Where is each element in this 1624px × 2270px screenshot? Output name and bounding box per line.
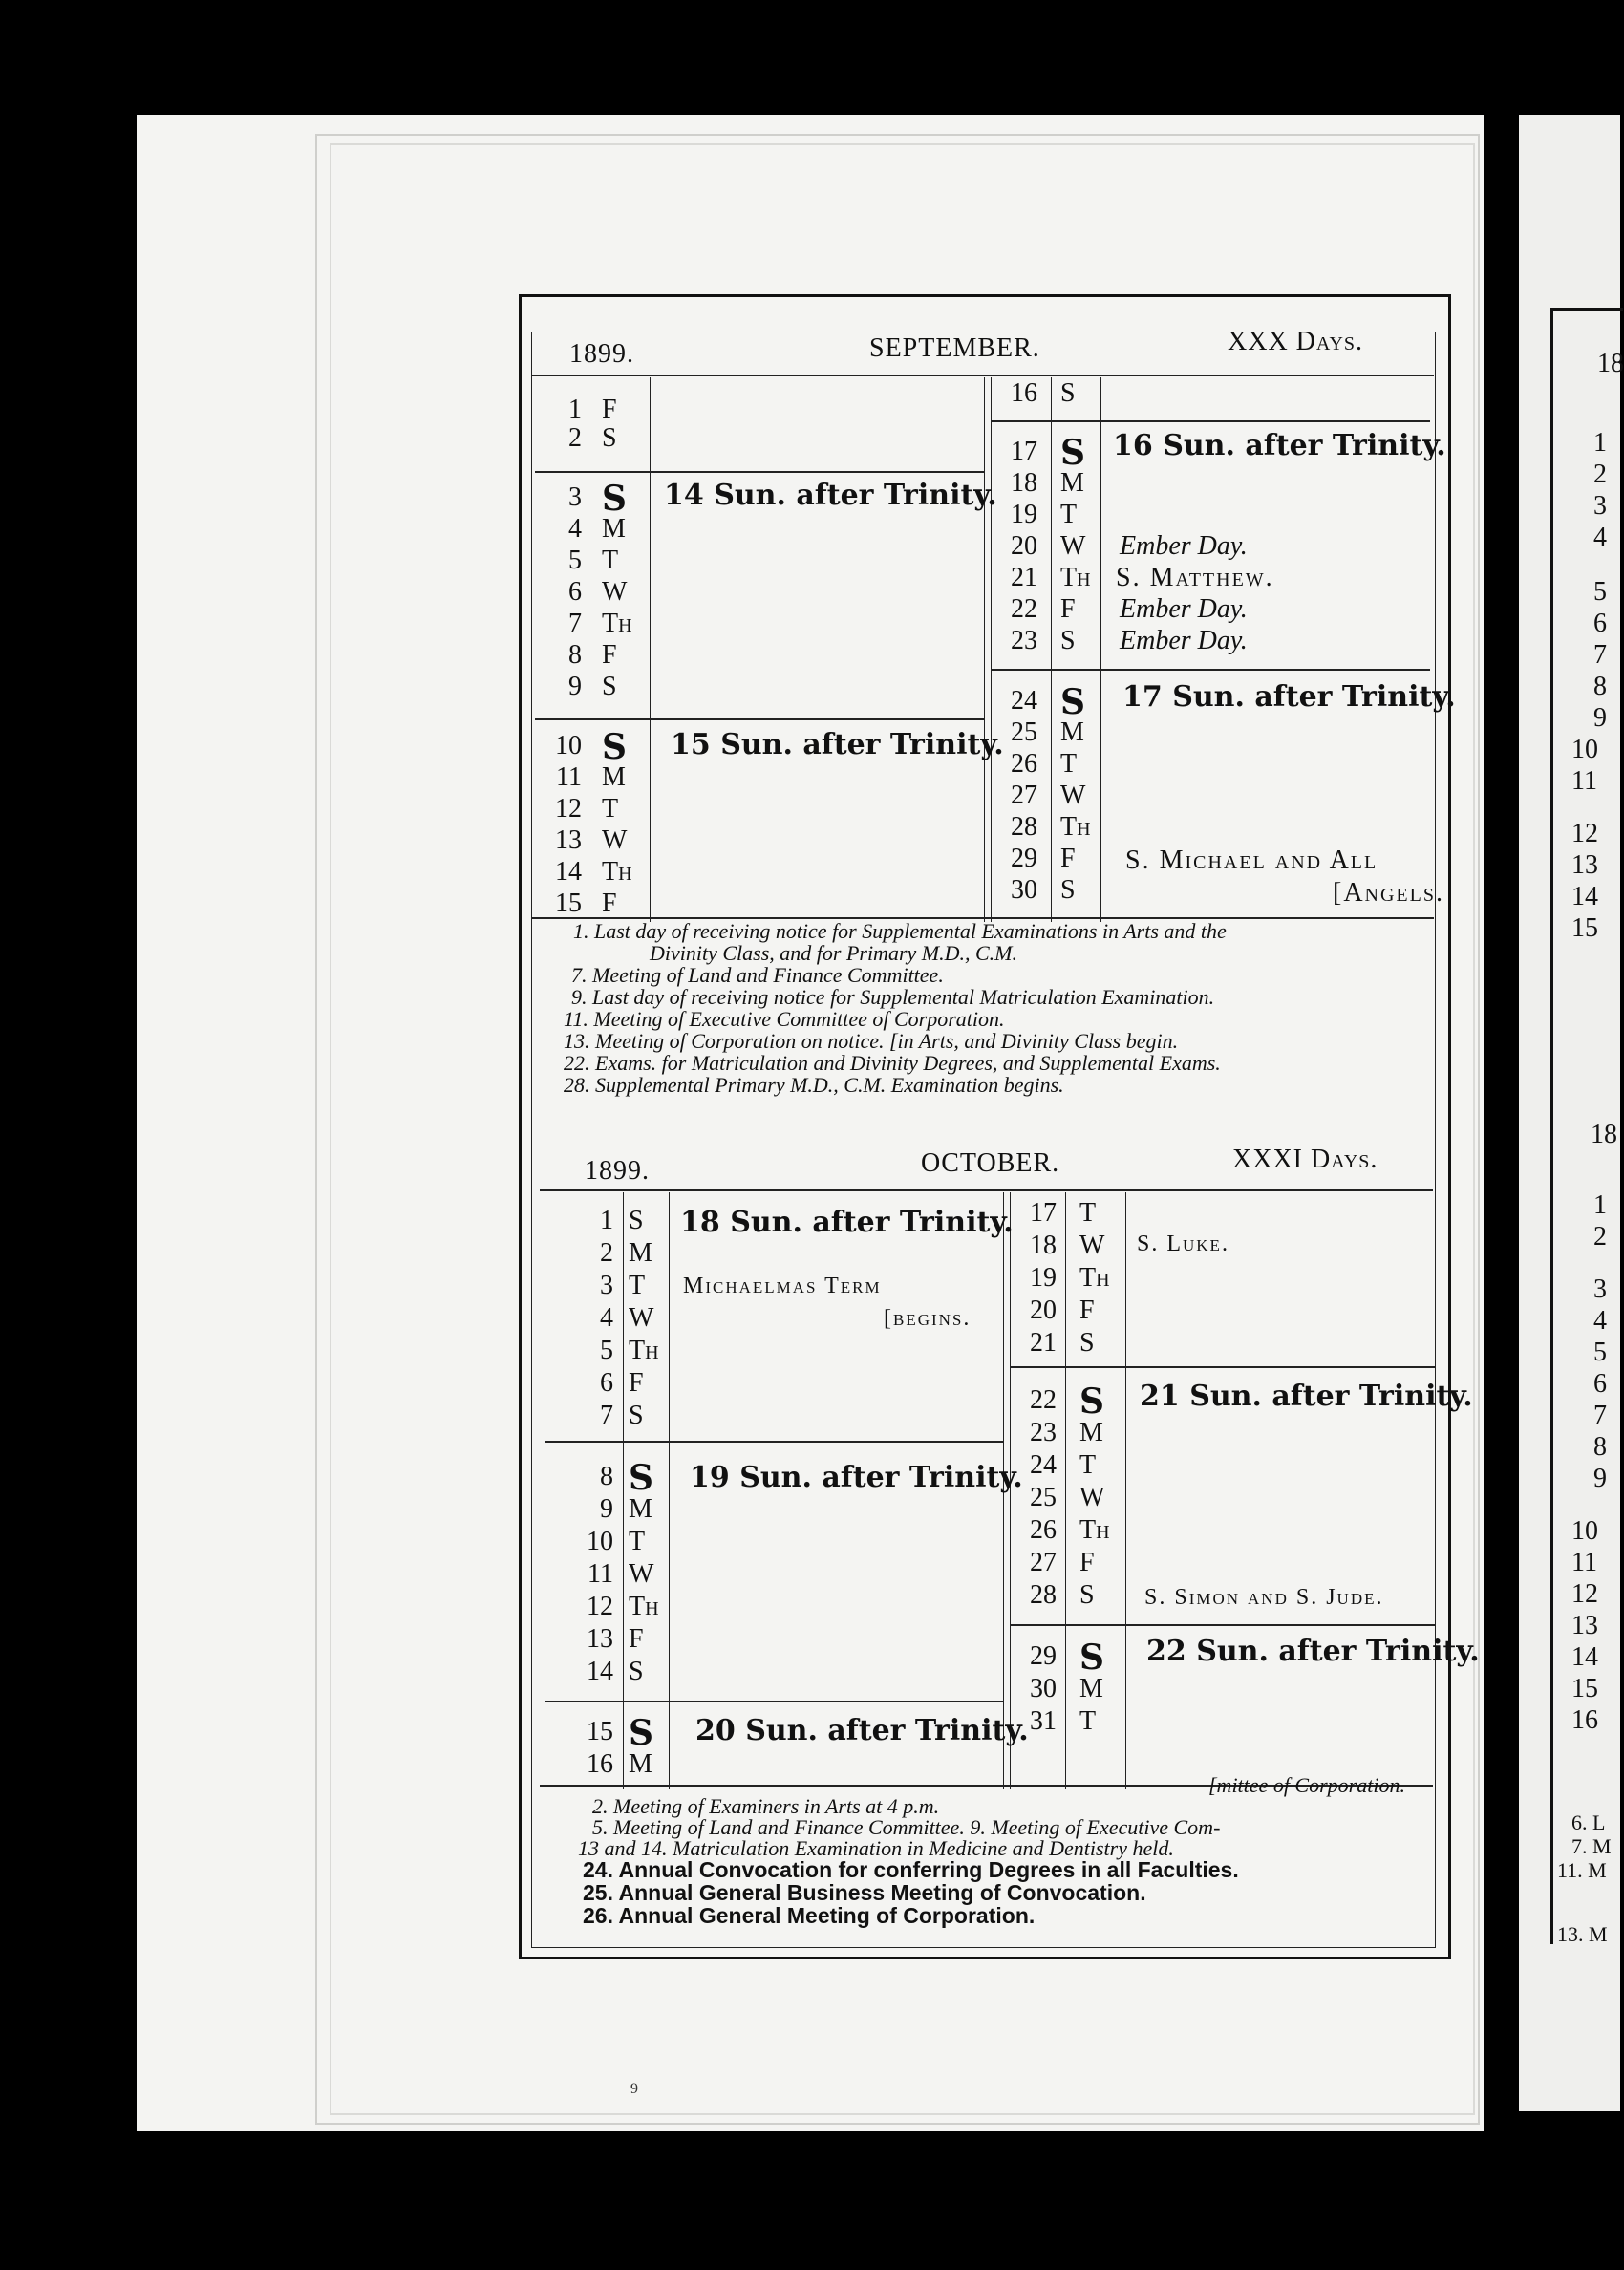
sep-note-4: 11. Meeting of Executive Committee of Corporation. <box>564 1007 1005 1031</box>
sep-event-sun14: 14 Sun. after Trinity. <box>664 479 997 512</box>
right-page-number-bottom: 14 <box>1571 1642 1598 1672</box>
sep-week-rule <box>535 718 984 720</box>
oct-left-weekday: W <box>629 1303 654 1333</box>
sep-left-sunday-mark: S <box>602 479 627 519</box>
september-days-label: XXX Days. <box>1228 327 1364 356</box>
sep-event-29a: S. Michael and All <box>1125 846 1378 875</box>
oct-event-sun19: 19 Sun. after Trinity. <box>690 1461 1023 1494</box>
right-page-note: 7. M <box>1571 1834 1612 1858</box>
oct-right-day-number: 23 <box>1030 1418 1057 1447</box>
oct-right-day-number: 28 <box>1030 1580 1057 1610</box>
page-mark: 9 <box>630 2081 638 2097</box>
oct-right-weekday: M <box>1079 1418 1103 1447</box>
oct-right-weekday: S <box>1079 1580 1095 1610</box>
oct-event-sun18: 18 Sun. after Trinity. <box>680 1206 1014 1239</box>
oct-left-sunday-mark: S <box>629 1713 653 1753</box>
right-page-number-bottom: 15 <box>1571 1674 1598 1703</box>
oct-left-weekday: Th <box>629 1592 659 1621</box>
sep-note-5: 13. Meeting of Corporation on notice. [in Arts, and Divinity Class begin. <box>564 1029 1179 1053</box>
sep-left-day-number: 15 <box>555 889 582 918</box>
right-page-number-bottom: 4 <box>1593 1306 1607 1336</box>
right-page-number-bottom: 5 <box>1593 1338 1607 1367</box>
oct-left-weekday: F <box>629 1624 644 1654</box>
oct-right-day-number: 24 <box>1030 1450 1057 1480</box>
sep-left-weekday: M <box>602 762 626 792</box>
right-page-number-bottom: 11 <box>1571 1548 1597 1577</box>
right-page-number-top: 11 <box>1571 766 1597 796</box>
oct-right-day-number: 26 <box>1030 1515 1057 1545</box>
right-page-number-top: 2 <box>1593 460 1607 489</box>
right-page-number-top: 12 <box>1571 819 1598 848</box>
sep-right-day-number: 16 <box>1011 378 1037 408</box>
sep-left-weekday: Th <box>602 609 632 638</box>
sep-right-day-number: 26 <box>1011 749 1037 779</box>
sep-right-weekday: S <box>1060 626 1076 655</box>
right-page-number-bottom: 12 <box>1571 1579 1598 1609</box>
sep-mid-rule <box>991 377 992 922</box>
october-days-label: XXXI Days. <box>1232 1145 1378 1174</box>
sep-right-weekday: T <box>1060 749 1078 779</box>
oct-left-weekday: M <box>629 1749 652 1779</box>
sep-left-day-number: 7 <box>568 609 582 638</box>
sep-right-weekday: Th <box>1060 812 1091 842</box>
sep-right-weekday: F <box>1060 594 1076 624</box>
sep-right-weekday: W <box>1060 531 1086 561</box>
right-page-note: 11. M <box>1557 1858 1607 1882</box>
oct-left-weekday: M <box>629 1238 652 1268</box>
oct-event-term-a: Michaelmas Term <box>683 1274 882 1298</box>
sep-right-weekday: S <box>1060 378 1076 408</box>
oct-left-day-number: 9 <box>600 1494 613 1524</box>
sep-col-rule <box>650 377 651 922</box>
sep-event-sun15: 15 Sun. after Trinity. <box>671 728 1004 761</box>
oct-event-term-b: [begins. <box>884 1306 972 1331</box>
sep-right-weekday: M <box>1060 717 1084 747</box>
oct-right-weekday: S <box>1079 1328 1095 1358</box>
oct-note-2: 5. Meeting of Land and Finance Committee. 9. Meeting of Executive Com- <box>592 1815 1221 1839</box>
right-page-number-top: 14 <box>1571 882 1598 911</box>
oct-bold-note-1: 25. Annual General Business Meeting of Convocation. <box>583 1880 1146 1905</box>
oct-left-day-number: 11 <box>588 1559 613 1589</box>
oct-week-rule <box>1010 1624 1435 1626</box>
right-page-number-top: 10 <box>1571 735 1598 764</box>
oct-event-18: S. Luke. <box>1137 1231 1229 1256</box>
oct-week-rule <box>1010 1366 1435 1368</box>
oct-left-sunday-mark: S <box>629 1458 653 1498</box>
oct-left-weekday: M <box>629 1494 652 1524</box>
oct-left-weekday: S <box>629 1657 644 1686</box>
right-page-number-bottom: 13 <box>1571 1611 1598 1640</box>
october-header-rule <box>540 1189 1433 1191</box>
oct-right-day-number: 22 <box>1030 1385 1057 1415</box>
sep-week-rule <box>991 669 1430 671</box>
right-page-number-bottom: 2 <box>1593 1222 1607 1252</box>
oct-right-day-number: 17 <box>1030 1198 1057 1228</box>
oct-left-day-number: 7 <box>600 1401 613 1430</box>
oct-note-1: 2. Meeting of Examiners in Arts at 4 p.m. <box>592 1794 940 1818</box>
right-page-number-top: 13 <box>1571 850 1598 880</box>
right-page-number-top: 8 <box>1593 672 1607 701</box>
right-page-number-top: 4 <box>1593 523 1607 552</box>
sep-left-day-number: 4 <box>568 514 582 544</box>
right-page-note: 13. M <box>1557 1922 1608 1946</box>
right-page-header-1: 18 <box>1597 349 1624 378</box>
sep-right-weekday: F <box>1060 844 1076 873</box>
oct-left-day-number: 15 <box>587 1717 613 1746</box>
sep-event-29b: [Angels. <box>1333 878 1444 908</box>
right-page-number-top: 15 <box>1571 913 1598 943</box>
oct-right-weekday: T <box>1079 1450 1097 1480</box>
right-page-number-bottom: 6 <box>1593 1369 1607 1399</box>
sep-left-day-number: 9 <box>568 672 582 701</box>
oct-right-day-number: 29 <box>1030 1641 1057 1671</box>
sep-col-rule <box>1100 377 1101 922</box>
right-page-number-top: 3 <box>1593 491 1607 521</box>
sep-left-weekday: S <box>602 672 617 701</box>
right-page-number-bottom: 7 <box>1593 1401 1607 1430</box>
oct-right-day-number: 21 <box>1030 1328 1057 1358</box>
sep-left-day-number: 13 <box>555 825 582 855</box>
september-month: SEPTEMBER. <box>869 333 1040 363</box>
oct-right-day-number: 27 <box>1030 1548 1057 1577</box>
oct-note-0: [mittee of Corporation. <box>1208 1773 1405 1797</box>
oct-left-weekday: S <box>629 1401 644 1430</box>
oct-left-day-number: 13 <box>587 1624 613 1654</box>
sep-right-weekday: W <box>1060 781 1086 810</box>
oct-right-sunday-mark: S <box>1079 1638 1104 1678</box>
oct-left-day-number: 10 <box>587 1527 613 1556</box>
oct-right-day-number: 31 <box>1030 1706 1057 1736</box>
sep-left-weekday: W <box>602 825 628 855</box>
oct-left-day-number: 16 <box>587 1749 613 1779</box>
oct-event-sun21: 21 Sun. after Trinity. <box>1140 1380 1473 1413</box>
sep-event-sun17: 17 Sun. after Trinity. <box>1122 680 1456 714</box>
oct-week-rule <box>545 1441 1003 1443</box>
right-page-header-2: 18 <box>1591 1120 1617 1149</box>
sep-left-day-number: 8 <box>568 640 582 670</box>
sep-left-day-number: 14 <box>555 857 582 887</box>
sep-event-23: Ember Day. <box>1120 626 1248 655</box>
sep-right-day-number: 29 <box>1011 844 1037 873</box>
oct-right-day-number: 30 <box>1030 1674 1057 1703</box>
sep-note-6: 22. Exams. for Matriculation and Divinity Degrees, and Supplemental Exams. <box>564 1051 1221 1075</box>
sep-left-day-number: 12 <box>555 794 582 824</box>
sep-event-sun16: 16 Sun. after Trinity. <box>1113 429 1446 462</box>
oct-left-day-number: 3 <box>600 1271 613 1300</box>
oct-right-weekday: W <box>1079 1231 1105 1260</box>
oct-right-weekday: W <box>1079 1483 1105 1512</box>
right-page-number-top: 7 <box>1593 640 1607 670</box>
oct-left-weekday: F <box>629 1368 644 1398</box>
sep-right-day-number: 21 <box>1011 563 1037 592</box>
sep-left-weekday: F <box>602 640 617 670</box>
oct-left-weekday: Th <box>629 1336 659 1365</box>
right-page-number-bottom: 9 <box>1593 1464 1607 1493</box>
sep-right-weekday: T <box>1060 500 1078 529</box>
sep-left-day-number: 3 <box>568 482 582 512</box>
oct-right-weekday: F <box>1079 1548 1095 1577</box>
oct-event-28: S. Simon and S. Jude. <box>1144 1585 1384 1610</box>
sep-right-day-number: 28 <box>1011 812 1037 842</box>
oct-left-day-number: 6 <box>600 1368 613 1398</box>
right-page-note: 6. L <box>1571 1810 1606 1834</box>
sep-note-2: 7. Meeting of Land and Finance Committee. <box>571 963 944 987</box>
sep-event-21: S. Matthew. <box>1116 563 1274 592</box>
september-header-rule <box>531 375 1434 376</box>
october-year: 1899. <box>585 1156 650 1186</box>
oct-right-weekday: T <box>1079 1706 1097 1736</box>
oct-right-day-number: 25 <box>1030 1483 1057 1512</box>
right-page-number-bottom: 10 <box>1571 1516 1598 1546</box>
sep-note-7: 28. Supplemental Primary M.D., C.M. Examination begins. <box>564 1073 1064 1097</box>
sep-right-day-number: 18 <box>1011 468 1037 498</box>
oct-right-weekday: Th <box>1079 1263 1110 1293</box>
oct-left-weekday: T <box>629 1271 646 1300</box>
oct-left-weekday: S <box>629 1206 644 1235</box>
oct-event-sun20: 20 Sun. after Trinity. <box>695 1714 1029 1747</box>
sep-left-weekday: Th <box>602 857 632 887</box>
oct-col-rule <box>1125 1192 1126 1789</box>
oct-left-day-number: 14 <box>587 1657 613 1686</box>
right-page-number-bottom: 1 <box>1593 1190 1607 1220</box>
sep-mid-rule <box>984 377 985 922</box>
oct-left-weekday: W <box>629 1559 654 1589</box>
sep-note-0: 1. Last day of receiving notice for Supplemental Examinations in Arts and the <box>573 919 1227 943</box>
oct-right-day-number: 19 <box>1030 1263 1057 1293</box>
oct-left-day-number: 1 <box>600 1206 613 1235</box>
sep-right-day-number: 25 <box>1011 717 1037 747</box>
sep-left-day-number: 6 <box>568 577 582 607</box>
oct-left-day-number: 8 <box>600 1462 613 1491</box>
sep-right-weekday: M <box>1060 468 1084 498</box>
sep-right-day-number: 17 <box>1011 437 1037 466</box>
right-page-number-top: 6 <box>1593 609 1607 638</box>
sep-left-day-number: 11 <box>556 762 582 792</box>
sep-event-20: Ember Day. <box>1120 531 1248 561</box>
sep-right-sunday-mark: S <box>1060 682 1085 722</box>
right-page-number-top: 9 <box>1593 703 1607 733</box>
sep-left-day-number: 1 <box>568 395 582 424</box>
sep-left-weekday: M <box>602 514 626 544</box>
oct-event-sun22: 22 Sun. after Trinity. <box>1146 1635 1480 1668</box>
oct-left-day-number: 2 <box>600 1238 613 1268</box>
oct-right-sunday-mark: S <box>1079 1381 1104 1422</box>
oct-bold-note-2: 26. Annual General Meeting of Corporation. <box>583 1903 1036 1928</box>
sep-week-rule <box>535 471 984 473</box>
sep-note-3: 9. Last day of receiving notice for Supplemental Matriculation Examination. <box>571 985 1215 1009</box>
sep-left-weekday: T <box>602 546 619 575</box>
oct-left-weekday: T <box>629 1527 646 1556</box>
september-year: 1899. <box>569 339 634 369</box>
sep-left-day-number: 2 <box>568 423 582 453</box>
right-page-number-bottom: 3 <box>1593 1274 1607 1304</box>
oct-right-weekday: M <box>1079 1674 1103 1703</box>
oct-bold-note-0: 24. Annual Convocation for conferring Degrees in all Faculties. <box>583 1857 1239 1882</box>
oct-right-weekday: Th <box>1079 1515 1110 1545</box>
oct-right-day-number: 18 <box>1030 1231 1057 1260</box>
sep-right-day-number: 27 <box>1011 781 1037 810</box>
october-month: OCTOBER. <box>921 1148 1060 1178</box>
sep-left-weekday: F <box>602 889 617 918</box>
sep-left-weekday: W <box>602 577 628 607</box>
sep-col-rule <box>1051 377 1052 922</box>
sep-right-day-number: 19 <box>1011 500 1037 529</box>
sep-left-weekday: T <box>602 794 619 824</box>
sep-left-weekday: S <box>602 423 617 453</box>
oct-left-day-number: 12 <box>587 1592 613 1621</box>
sep-left-day-number: 10 <box>555 731 582 760</box>
oct-left-day-number: 5 <box>600 1336 613 1365</box>
sep-left-weekday: F <box>602 395 617 424</box>
oct-left-day-number: 4 <box>600 1303 613 1333</box>
sep-right-weekday: S <box>1060 875 1076 905</box>
oct-col-rule <box>1065 1192 1066 1789</box>
right-page-number-bottom: 16 <box>1571 1705 1598 1735</box>
sep-left-sunday-mark: S <box>602 727 627 767</box>
sep-right-weekday: Th <box>1060 563 1091 592</box>
sep-right-day-number: 23 <box>1011 626 1037 655</box>
oct-right-weekday: F <box>1079 1296 1095 1325</box>
right-page-number-top: 1 <box>1593 428 1607 458</box>
oct-right-weekday: T <box>1079 1198 1097 1228</box>
sep-week-rule <box>991 420 1430 422</box>
sep-event-22: Ember Day. <box>1120 594 1248 624</box>
sep-left-day-number: 5 <box>568 546 582 575</box>
sep-note-1: Divinity Class, and for Primary M.D., C.M. <box>650 941 1017 965</box>
sep-right-sunday-mark: S <box>1060 433 1085 473</box>
sep-right-day-number: 20 <box>1011 531 1037 561</box>
right-page-number-top: 5 <box>1593 577 1607 607</box>
sep-right-day-number: 30 <box>1011 875 1037 905</box>
sep-right-day-number: 24 <box>1011 686 1037 716</box>
oct-note-3: 13 and 14. Matriculation Examination in Medicine and Dentistry held. <box>578 1836 1174 1860</box>
oct-right-day-number: 20 <box>1030 1296 1057 1325</box>
oct-week-rule <box>545 1701 1003 1702</box>
sep-right-day-number: 22 <box>1011 594 1037 624</box>
right-page-number-bottom: 8 <box>1593 1432 1607 1462</box>
